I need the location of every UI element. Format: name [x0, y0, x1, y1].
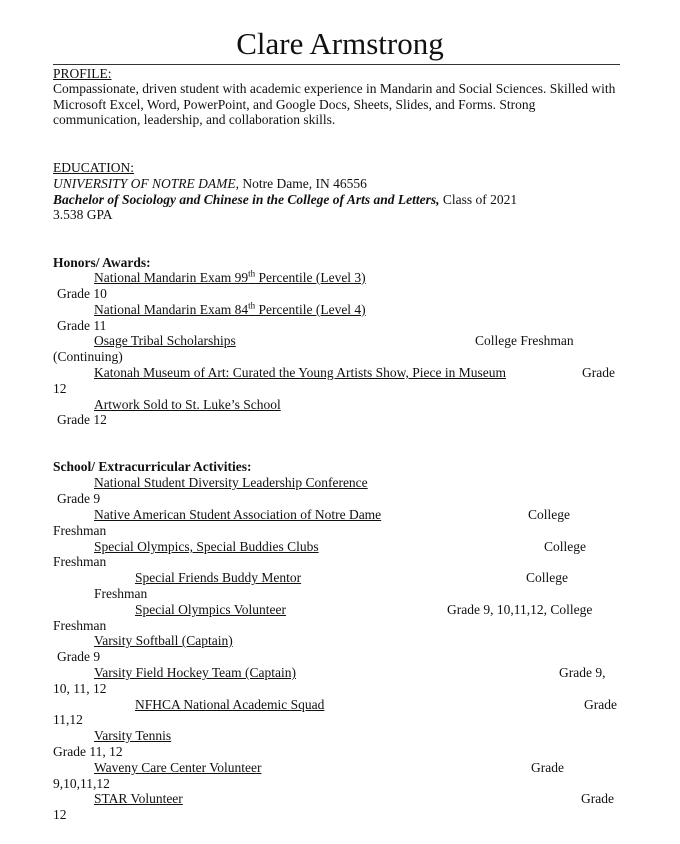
activity-note: 9,10,11,12 — [53, 776, 110, 791]
honor-note: Grade 12 — [57, 412, 107, 427]
activity-title[interactable]: STAR Volunteer — [94, 791, 183, 806]
activity-title[interactable]: Waveny Care Center Volunteer — [94, 760, 262, 775]
activity-title[interactable]: Special Olympics, Special Buddies Clubs — [94, 539, 319, 554]
activity-note: Freshman — [94, 586, 148, 601]
activity-title[interactable]: Varsity Tennis — [94, 728, 172, 743]
education-heading: EDUCATION: — [53, 160, 134, 175]
honor-title[interactable]: National Mandarin Exam 99th Percentile (Level 3) — [94, 268, 366, 285]
activity-note: 10, 11, 12 — [53, 681, 107, 696]
activity-date: Grade 9, — [559, 665, 606, 680]
header-divider — [53, 64, 620, 65]
gpa: 3.538 GPA — [53, 207, 113, 222]
activity-title[interactable]: Varsity Softball (Captain) — [94, 633, 233, 648]
profile-line: Compassionate, driven student with academic experience in Mandarin and Social Sciences. Skilled with — [53, 81, 616, 96]
school-location: Notre Dame, IN 46556 — [239, 176, 367, 191]
class-year: Class of 2021 — [439, 192, 518, 207]
activity-note: Freshman — [53, 554, 107, 569]
activity-title[interactable]: Native American Student Association of Notre Dame — [94, 507, 382, 522]
resume-name: Clare Armstrong — [236, 26, 444, 61]
honors-heading: Honors/ Awards: — [53, 255, 151, 270]
degree-name: Bachelor of Sociology and Chinese in the College of Arts and Letters, — [53, 192, 440, 207]
activity-note: Grade 11, 12 — [53, 744, 123, 759]
honor-note: (Continuing) — [53, 349, 123, 364]
activity-note: Freshman — [53, 618, 107, 633]
activity-title[interactable]: Varsity Field Hockey Team (Captain) — [94, 665, 297, 680]
honor-title[interactable]: Katonah Museum of Art: Curated the Young Artists Show, Piece in Museum — [94, 365, 506, 380]
activity-title[interactable]: Special Friends Buddy Mentor — [135, 570, 302, 585]
honor-title[interactable]: Artwork Sold to St. Luke’s School — [94, 397, 281, 412]
activity-date: Grade — [531, 760, 564, 775]
activity-date: Grade 9, 10,11,12, College — [447, 602, 593, 617]
honor-date: Grade — [582, 365, 615, 380]
activity-note: Freshman — [53, 523, 107, 538]
honor-note: Grade 11 — [57, 318, 107, 333]
activity-date: Grade — [584, 697, 617, 712]
profile-line: communication, leadership, and collaboration skills. — [53, 112, 336, 127]
honor-title[interactable]: Osage Tribal Scholarships — [94, 333, 236, 348]
activity-title[interactable]: NFHCA National Academic Squad — [135, 697, 325, 712]
activity-note: Grade 9 — [57, 491, 101, 506]
education-school-line — [53, 176, 367, 192]
honor-note: 12 — [53, 381, 67, 396]
activity-note: 12 — [53, 807, 67, 822]
profile-heading: PROFILE: — [53, 66, 112, 81]
education-degree-line — [53, 192, 517, 208]
profile-line: Microsoft Excel, Word, PowerPoint, and Google Docs, Sheets, Slides, and Forms. Strong — [53, 97, 536, 112]
activity-title[interactable]: Special Olympics Volunteer — [135, 602, 286, 617]
honor-title[interactable]: National Mandarin Exam 84th Percentile (Level 4) — [94, 300, 366, 317]
activity-date: Grade — [581, 791, 614, 806]
activity-note: Grade 9 — [57, 649, 101, 664]
activity-date: College — [526, 570, 568, 585]
school-name: UNIVERSITY OF NOTRE DAME, — [53, 176, 239, 191]
honor-note: Grade 10 — [57, 286, 107, 301]
activity-note: 11,12 — [53, 712, 83, 727]
activity-date: College — [544, 539, 586, 554]
honor-date: College Freshman — [475, 333, 574, 348]
activity-date: College — [528, 507, 570, 522]
activities-heading: School/ Extracurricular Activities: — [53, 459, 252, 474]
activity-title[interactable]: National Student Diversity Leadership Conference — [94, 475, 368, 490]
